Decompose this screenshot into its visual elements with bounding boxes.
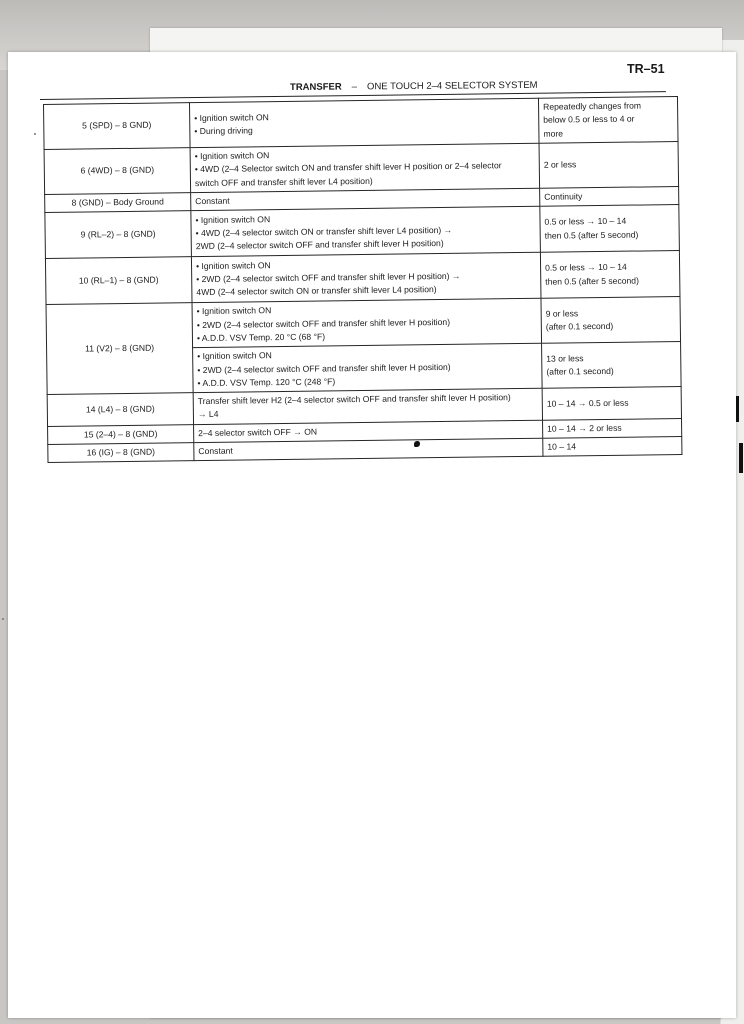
condition-line: • 4WD (2–4 Selector switch ON and transfer shift lever H position or 2–4 selector <box>194 160 502 175</box>
specified-value-line: 10 – 14 → 0.5 or less <box>546 397 629 409</box>
specified-value-line: 13 or less <box>546 353 584 364</box>
specified-condition-cell <box>543 418 682 438</box>
section-title: TRANSFER <box>289 81 342 93</box>
condition-line: Constant <box>195 195 230 206</box>
terminal-cell: 15 (2–4) – 8 (GND) <box>48 424 194 444</box>
specified-condition-cell <box>539 141 679 188</box>
specified-condition-cell <box>540 186 679 206</box>
edge-mark <box>739 443 743 473</box>
header-separator: – <box>351 81 358 93</box>
specified-value-line: below 0.5 or less to 4 or <box>543 113 635 126</box>
condition-line: • Ignition switch ON <box>196 305 272 317</box>
specified-condition-cell <box>542 342 682 389</box>
specified-value-line: 10 – 14 <box>547 441 577 452</box>
speck <box>34 133 36 135</box>
condition-cell <box>194 438 543 461</box>
condition-line: Constant <box>198 445 233 457</box>
terminal-cell: 16 (IG) – 8 (GND) <box>48 443 194 463</box>
condition-cell <box>189 98 539 147</box>
condition-line: • Ignition switch ON <box>194 111 269 123</box>
terminal-table-wrapper <box>43 96 682 463</box>
specified-condition-cell <box>542 387 681 420</box>
specified-value-line: 0.5 or less → 10 – 14 <box>545 262 627 274</box>
table-row <box>44 97 679 150</box>
condition-cell <box>190 143 540 192</box>
table-body <box>44 97 682 463</box>
specified-value-line: (after 0.1 second) <box>545 321 614 332</box>
condition-cell <box>193 343 543 392</box>
specified-condition-cell <box>543 437 682 457</box>
condition-line: 2–4 selector switch OFF → ON <box>198 426 318 438</box>
terminal-cell: 14 (L4) – 8 (GND) <box>47 393 193 426</box>
page-header <box>290 80 538 93</box>
condition-cell <box>193 388 542 424</box>
specified-value-line: (after 0.1 second) <box>546 366 614 377</box>
specified-value-line: 0.5 or less → 10 – 14 <box>544 216 627 228</box>
page-number: TR–51 <box>627 62 665 76</box>
speck <box>2 618 4 620</box>
condition-line: • 2WD (2–4 selector switch OFF and transfer shift lever H position) → <box>196 270 461 285</box>
specified-condition-cell <box>540 205 680 253</box>
specified-value-line: 10 – 14 → 2 or less <box>547 422 622 434</box>
condition-line: → L4 <box>197 409 219 420</box>
condition-line: 2WD (2–4 selector switch OFF and transfer shift lever H position) <box>195 238 444 252</box>
condition-line: Transfer shift lever H2 (2–4 selector switch OFF and transfer shift lever H position) <box>197 392 511 407</box>
condition-line: • Ignition switch ON <box>194 150 270 162</box>
condition-line: • Ignition switch ON <box>195 213 271 225</box>
subsection-title: ONE TOUCH 2–4 SELECTOR SYSTEM <box>366 79 538 93</box>
condition-line: switch OFF and transfer shift lever L4 position) <box>194 175 373 188</box>
terminal-cell: 6 (4WD) – 8 (GND) <box>44 148 191 195</box>
specified-value-line: Continuity <box>544 191 583 202</box>
table-row <box>44 141 679 194</box>
condition-line: • Ignition switch ON <box>197 350 272 362</box>
specified-condition-cell <box>541 297 681 344</box>
condition-line: • A.D.D. VSV Temp. 120 °C (248 °F) <box>197 376 336 388</box>
condition-cell <box>191 252 541 302</box>
table-row <box>46 297 681 350</box>
condition-line: • Ignition switch ON <box>195 259 271 271</box>
table-row <box>45 251 680 305</box>
specified-value-line: Repeatedly changes from <box>543 100 642 112</box>
table-row <box>45 205 680 259</box>
specified-value-line: then 0.5 (after 5 second) <box>545 275 639 287</box>
condition-cell <box>191 206 541 256</box>
terminal-cell: 9 (RL–2) – 8 (GND) <box>45 211 192 259</box>
condition-cell <box>192 298 542 347</box>
terminal-inspection-table <box>43 96 682 463</box>
specified-value-line: then 0.5 (after 5 second) <box>544 229 639 241</box>
terminal-cell: 5 (SPD) – 8 GND) <box>44 103 191 150</box>
terminal-cell: 10 (RL–1) – 8 (GND) <box>45 257 192 305</box>
terminal-cell: 8 (GND) – Body Ground <box>45 193 191 213</box>
specified-value-line: 9 or less <box>545 308 579 319</box>
specified-condition-cell <box>540 251 680 299</box>
specified-value-line: more <box>543 128 564 139</box>
condition-line: • During driving <box>194 125 253 137</box>
condition-line: • A.D.D. VSV Temp. 20 °C (68 °F) <box>196 331 326 343</box>
ink-blot <box>414 441 420 447</box>
condition-line: • 2WD (2–4 selector switch OFF and transfer shift lever H position) <box>197 361 451 375</box>
condition-line: • 4WD (2–4 selector switch ON or transfer shift lever L4 position) → <box>195 224 453 239</box>
condition-line: 4WD (2–4 selector switch ON or transfer shift lever L4 position) <box>196 284 437 298</box>
specified-condition-cell <box>538 97 678 144</box>
specified-value-line: 2 or less <box>543 159 577 170</box>
condition-line: • 2WD (2–4 selector switch OFF and transfer shift lever H position) <box>196 316 451 330</box>
terminal-cell: 11 (V2) – 8 (GND) <box>46 303 193 395</box>
